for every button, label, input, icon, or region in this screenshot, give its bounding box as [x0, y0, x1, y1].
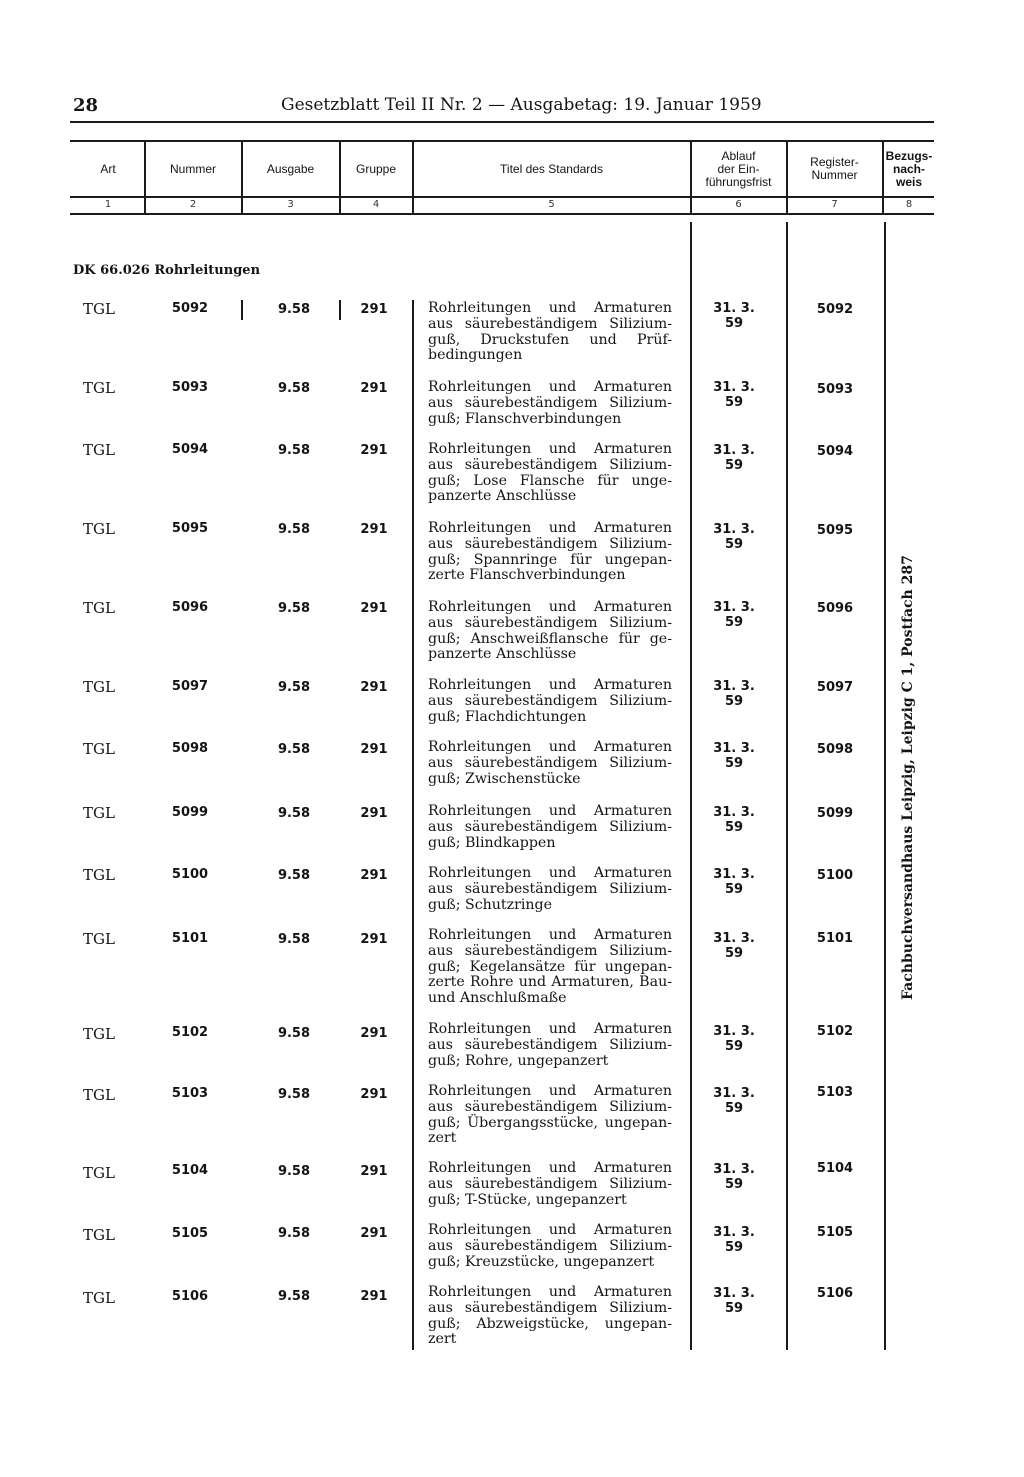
row-ausgabe: 9.58	[277, 443, 311, 458]
row-ablauf: 31. 3. 59	[713, 522, 755, 552]
row-ausgabe: 9.58	[277, 1164, 311, 1179]
row-nummer: 5097	[171, 679, 209, 694]
row-ausgabe: 9.58	[277, 1226, 311, 1241]
row-titel: Rohrleitungen und Armaturen aus säurebeständigem Silizium-guß; Schutzringe	[428, 865, 672, 913]
row-gruppe: 291	[360, 601, 388, 616]
body-separator	[690, 222, 692, 1350]
row-gruppe: 291	[360, 302, 388, 317]
body-separator	[412, 300, 414, 1350]
row-register: 5093	[816, 382, 854, 397]
col-number: 2	[189, 199, 197, 210]
row-ablauf: 31. 3. 59	[713, 301, 755, 331]
row-ablauf: 31. 3. 59	[713, 1024, 755, 1054]
row-gruppe: 291	[360, 806, 388, 821]
row-titel: Rohrleitungen und Armaturen aus säurebeständigem Silizium-guß; Anschweißflansche für ge-panzerte Anschlüsse	[428, 599, 672, 663]
row-gruppe: 291	[360, 522, 388, 537]
row-titel: Rohrleitungen und Armaturen aus säurebeständigem Silizium-guß; Rohre, ungepanzert	[428, 1021, 672, 1069]
col-header-bezug-line1: Bezugs-	[885, 148, 933, 163]
row-register: 5097	[816, 680, 854, 695]
row-art: TGL	[83, 520, 115, 538]
row-art: TGL	[83, 1025, 115, 1043]
row-register: 5094	[816, 444, 854, 459]
row-ablauf: 31. 3. 59	[713, 741, 755, 771]
row-art: TGL	[83, 379, 115, 397]
row-art: TGL	[83, 866, 115, 884]
row-art: TGL	[83, 1164, 115, 1182]
row-titel: Rohrleitungen und Armaturen aus säurebeständigem Silizium-guß; T-Stücke, ungepanzert	[428, 1160, 672, 1208]
col-header-art: Art	[100, 161, 116, 176]
row-titel: Rohrleitungen und Armaturen aus säurebeständigem Silizium-guß; Flanschverbindungen	[428, 379, 672, 427]
row-titel: Rohrleitungen und Armaturen aus säurebeständigem Silizium-guß, Druckstufen und Prüf-bedingungen	[428, 300, 672, 364]
row-register: 5095	[816, 523, 854, 538]
row-register: 5104	[816, 1161, 854, 1176]
col-header-register-line2: Nummer	[811, 168, 858, 182]
row-titel: Rohrleitungen und Armaturen aus säurebeständigem Silizium-guß; Flachdichtungen	[428, 677, 672, 725]
col-number: 3	[287, 199, 294, 210]
body-separator	[786, 222, 788, 1350]
row-ausgabe: 9.58	[277, 932, 311, 947]
row-ablauf: 31. 3. 59	[713, 1162, 755, 1192]
row-nummer: 5103	[171, 1086, 209, 1101]
row-ausgabe: 9.58	[277, 302, 311, 317]
col-number: 7	[831, 199, 838, 210]
row-art: TGL	[83, 441, 115, 459]
row-nummer: 5092	[171, 301, 209, 316]
col-header-ablauf-line3: führungsfrist	[705, 174, 772, 189]
body-separator	[339, 300, 341, 320]
col-header-bezug-line2: nach-	[892, 161, 925, 176]
row-ablauf: 31. 3. 59	[713, 867, 755, 897]
row-art: TGL	[83, 300, 115, 318]
row-register: 5106	[816, 1286, 854, 1301]
row-register: 5102	[816, 1024, 854, 1039]
row-register: 5098	[816, 742, 854, 757]
row-titel: Rohrleitungen und Armaturen aus säurebeständigem Silizium-guß; Spannringe für ungepan-zerte Flanschverbindungen	[428, 520, 672, 584]
row-art: TGL	[83, 740, 115, 758]
row-ablauf: 31. 3. 59	[713, 805, 755, 835]
body-separator	[884, 222, 886, 1350]
table-head-rule	[70, 196, 934, 198]
row-gruppe: 291	[360, 868, 388, 883]
row-art: TGL	[83, 1289, 115, 1307]
row-art: TGL	[83, 1086, 115, 1104]
row-art: TGL	[83, 930, 115, 948]
row-register: 5092	[816, 302, 854, 317]
row-ablauf: 31. 3. 59	[713, 931, 755, 961]
col-header-ablauf-line1: Ablauf	[721, 148, 756, 163]
col-header-ausgabe: Ausgabe	[266, 161, 315, 176]
row-ablauf: 31. 3. 59	[713, 1286, 755, 1316]
row-register: 5100	[816, 868, 854, 883]
col-header-nummer: Nummer	[169, 161, 216, 176]
row-gruppe: 291	[360, 932, 388, 947]
row-nummer: 5094	[171, 442, 209, 457]
header-rule	[70, 121, 934, 123]
row-ausgabe: 9.58	[277, 806, 311, 821]
row-gruppe: 291	[360, 381, 388, 396]
row-titel: Rohrleitungen und Armaturen aus säurebeständigem Silizium-guß; Blindkappen	[428, 803, 672, 851]
row-gruppe: 291	[360, 1289, 388, 1304]
row-art: TGL	[83, 804, 115, 822]
table-number-rule	[70, 213, 934, 215]
section-title: DK 66.026 Rohrleitungen	[73, 263, 261, 278]
row-gruppe: 291	[360, 680, 388, 695]
row-nummer: 5099	[171, 805, 209, 820]
row-titel: Rohrleitungen und Armaturen aus säurebeständigem Silizium-guß; Kreuzstücke, ungepanzert	[428, 1222, 672, 1270]
col-header-titel: Titel des Standards	[500, 161, 603, 176]
row-nummer: 5095	[171, 521, 209, 536]
row-ablauf: 31. 3. 59	[713, 1086, 755, 1116]
row-nummer: 5096	[171, 600, 209, 615]
row-nummer: 5106	[171, 1289, 209, 1304]
row-ablauf: 31. 3. 59	[713, 1225, 755, 1255]
row-register: 5096	[816, 601, 854, 616]
col-header-gruppe: Gruppe	[355, 161, 397, 176]
row-gruppe: 291	[360, 443, 388, 458]
margin-publisher-note: Fachbuchversandhaus Leipzig, Leipzig C 1, Postfach 287	[900, 555, 916, 1000]
row-ablauf: 31. 3. 59	[713, 600, 755, 630]
row-nummer: 5102	[171, 1025, 209, 1040]
row-art: TGL	[83, 599, 115, 617]
row-ausgabe: 9.58	[277, 868, 311, 883]
row-gruppe: 291	[360, 1026, 388, 1041]
row-register: 5103	[816, 1085, 854, 1100]
col-number: 1	[104, 199, 112, 210]
page-number: 28	[73, 95, 99, 116]
col-number: 8	[905, 199, 913, 210]
row-gruppe: 291	[360, 742, 388, 757]
col-header-ablauf-line2: der Ein-	[717, 161, 760, 176]
row-ablauf: 31. 3. 59	[713, 679, 755, 709]
row-register: 5105	[816, 1225, 854, 1240]
row-nummer: 5104	[171, 1163, 209, 1178]
row-register: 5099	[816, 806, 854, 821]
row-gruppe: 291	[360, 1087, 388, 1102]
row-register: 5101	[816, 931, 854, 946]
row-art: TGL	[83, 1226, 115, 1244]
row-titel: Rohrleitungen und Armaturen aus säurebeständigem Silizium-guß; Abzweigstücke, ungepan-zert	[428, 1284, 672, 1348]
page-header-title: Gesetzblatt Teil II Nr. 2 — Ausgabetag: 19. Januar 1959	[281, 95, 762, 115]
body-separator	[241, 300, 243, 320]
row-ausgabe: 9.58	[277, 1289, 311, 1304]
row-gruppe: 291	[360, 1226, 388, 1241]
row-nummer: 5093	[171, 380, 209, 395]
col-header-register	[787, 142, 882, 196]
row-ablauf: 31. 3. 59	[713, 380, 755, 410]
row-art: TGL	[83, 678, 115, 696]
row-ausgabe: 9.58	[277, 1026, 311, 1041]
row-ausgabe: 9.58	[277, 381, 311, 396]
row-ausgabe: 9.58	[277, 1087, 311, 1102]
row-ausgabe: 9.58	[277, 601, 311, 616]
row-nummer: 5101	[171, 931, 209, 946]
row-titel: Rohrleitungen und Armaturen aus säurebeständigem Silizium-guß; Zwischenstücke	[428, 739, 672, 787]
row-nummer: 5105	[171, 1226, 209, 1241]
row-titel: Rohrleitungen und Armaturen aus säurebeständigem Silizium-guß; Übergangsstücke, ungepan-zert	[428, 1083, 672, 1147]
col-number: 6	[735, 199, 742, 210]
col-header-bezug	[883, 142, 935, 196]
col-header-ablauf	[691, 142, 786, 196]
row-ausgabe: 9.58	[277, 680, 311, 695]
col-header-bezug-line3: weis	[895, 174, 922, 189]
col-header-register-line1: Register-	[810, 155, 859, 169]
row-ausgabe: 9.58	[277, 742, 311, 757]
row-nummer: 5098	[171, 741, 209, 756]
row-nummer: 5100	[171, 867, 209, 882]
row-gruppe: 291	[360, 1164, 388, 1179]
row-titel: Rohrleitungen und Armaturen aus säurebeständigem Silizium-guß; Lose Flansche für unge-panzerte Anschlüsse	[428, 441, 672, 505]
row-ablauf: 31. 3. 59	[713, 443, 755, 473]
row-titel: Rohrleitungen und Armaturen aus säurebeständigem Silizium-guß; Kegelansätze für ungepan-zerte Rohre und Armaturen, Bau- und Anschlußmaße	[428, 927, 672, 1007]
col-number: 4	[372, 199, 380, 210]
col-number: 5	[548, 199, 555, 210]
row-ausgabe: 9.58	[277, 522, 311, 537]
